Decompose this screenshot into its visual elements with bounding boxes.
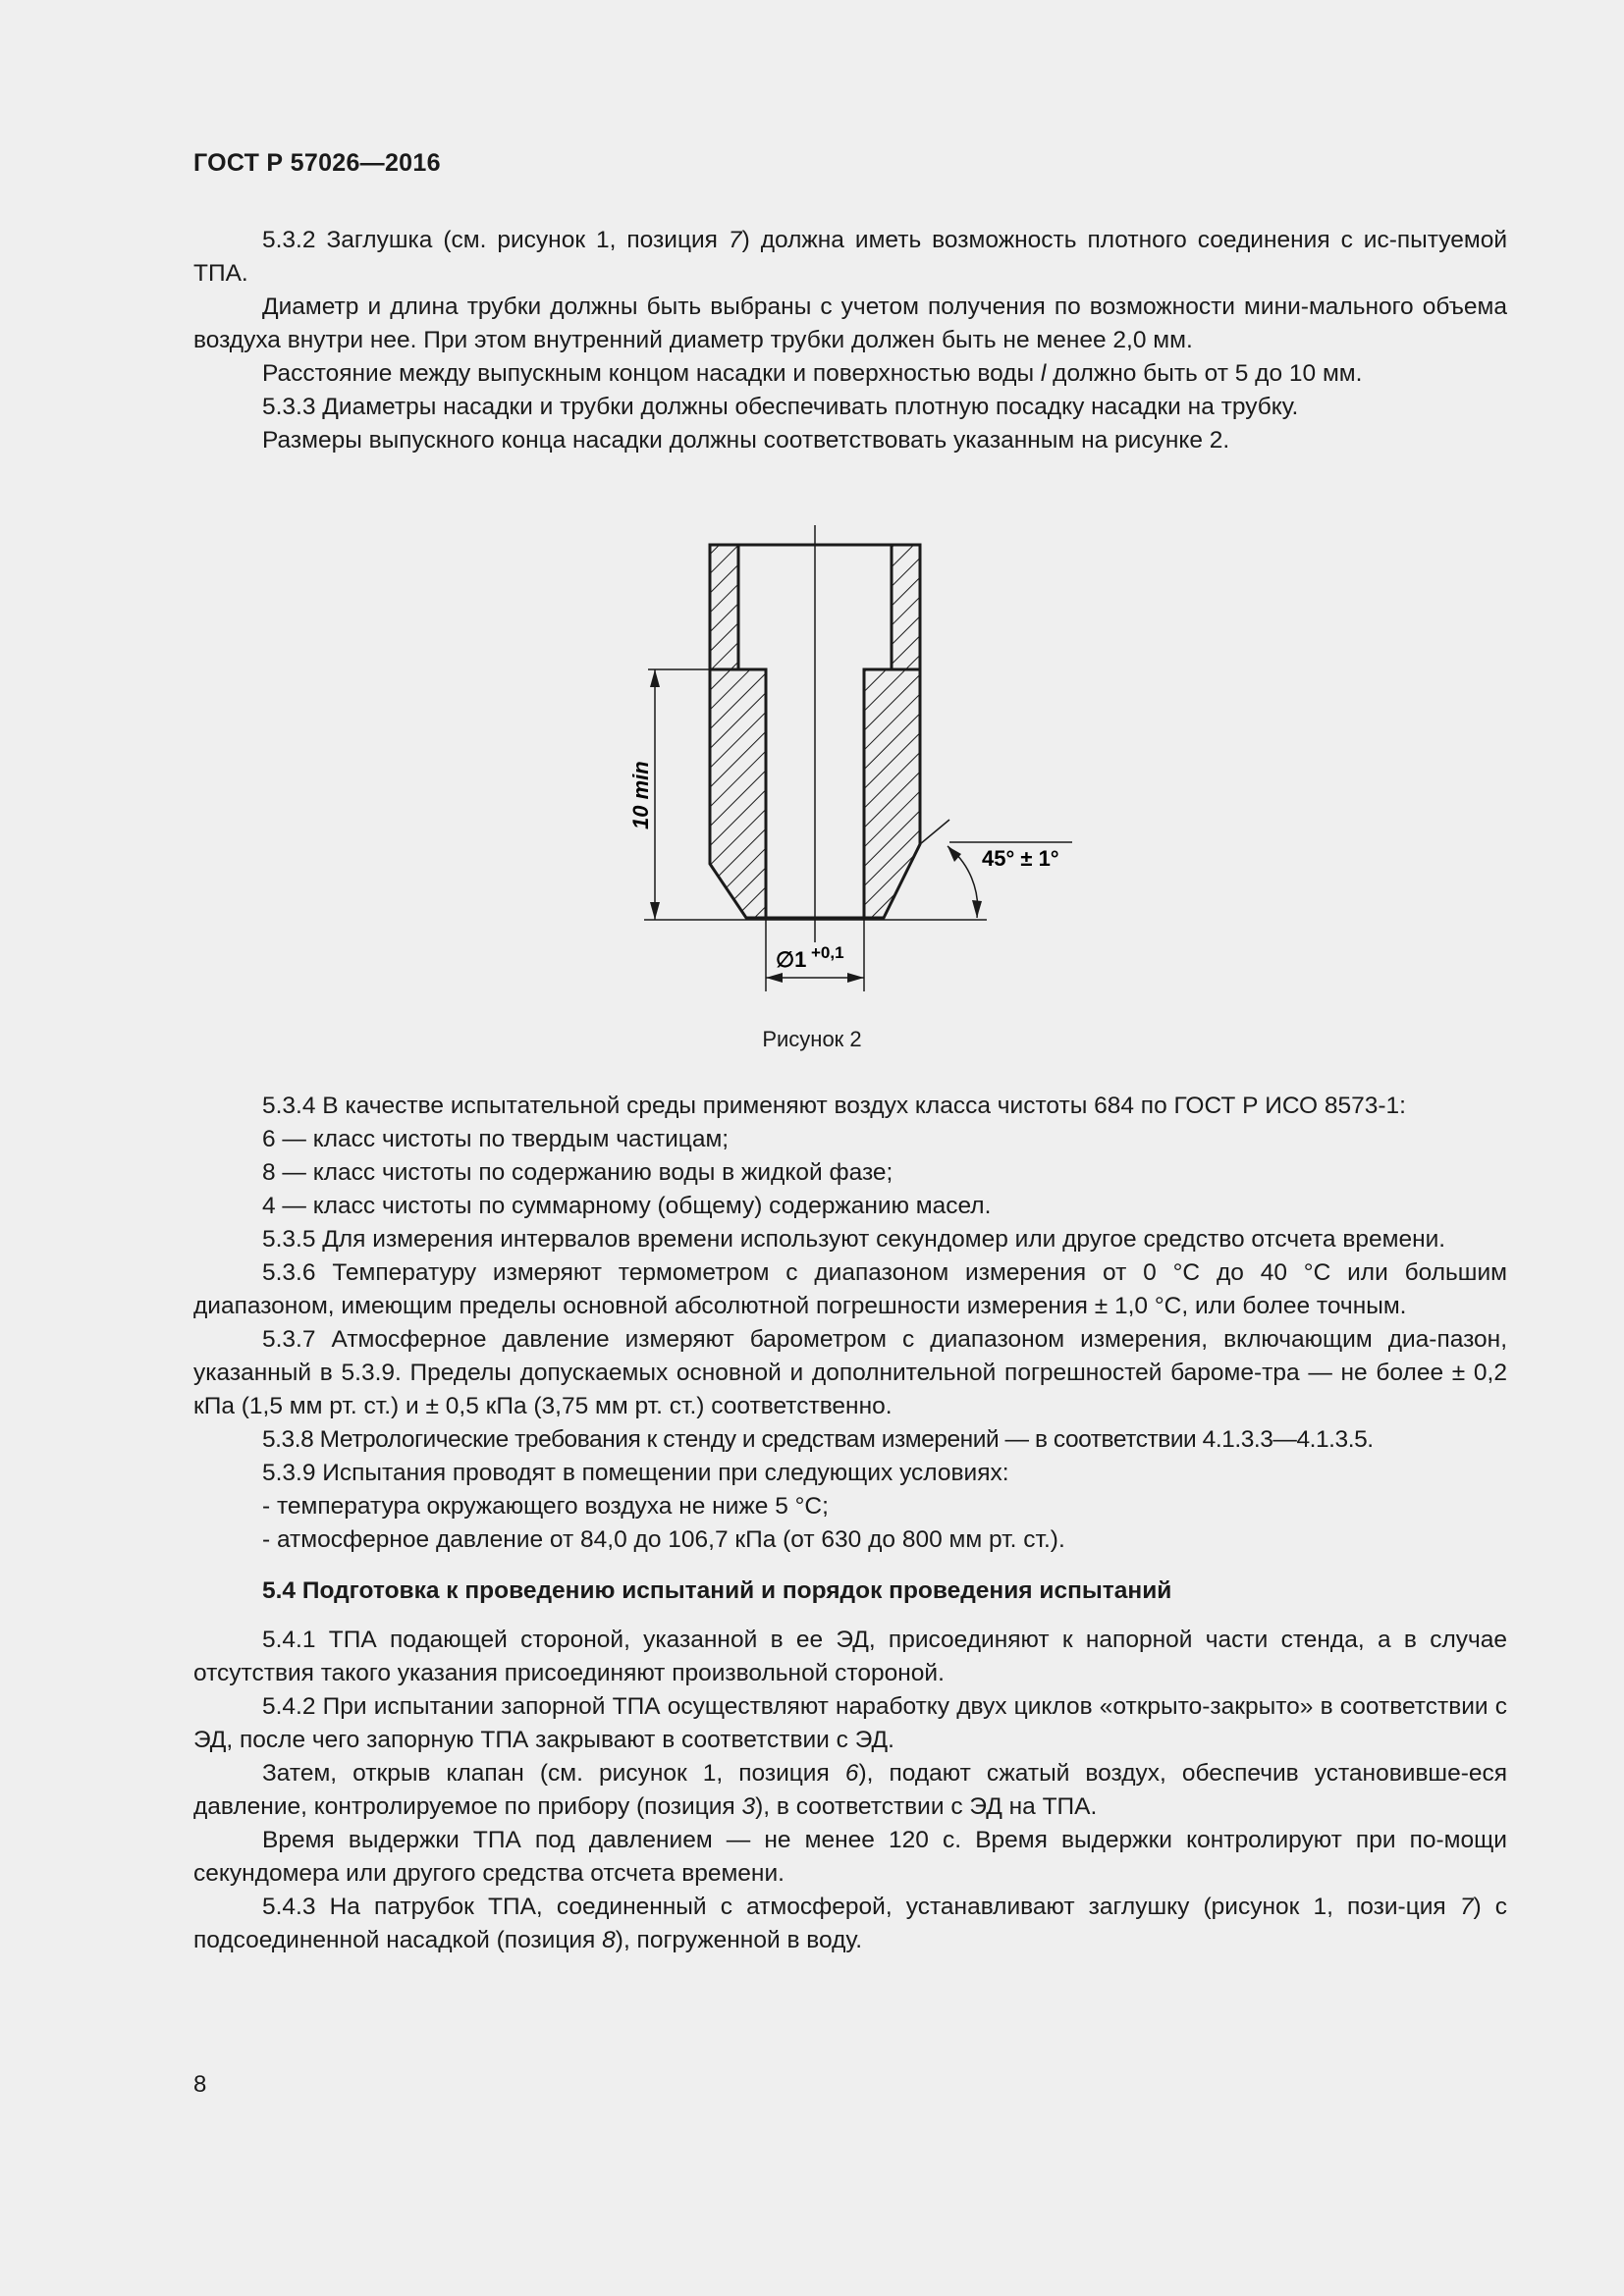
paragraph-5-3-5: 5.3.5 Для измерения интервалов времени используют секундомер или другое средство отсчета времени. xyxy=(262,1226,1446,1253)
left-upper-wall xyxy=(710,545,738,669)
paragraph-5-3-9: 5.3.9 Испытания проводят в помещении при следующих условиях: xyxy=(262,1460,1009,1486)
list-item: 8 — класс чистоты по содержанию воды в жидкой фазе; xyxy=(262,1159,893,1186)
paragraph-5-4-3: 5.4.3 На патрубок ТПА, соединенный с атмосферой, устанавливают заглушку (рисунок 1, пози-ция 7) с подсоединенной насадкой (позиция 8), погруженной в воду. xyxy=(193,1894,1507,1953)
paragraph-nozzle-size: Размеры выпускного конца насадки должны соответствовать указанным на рисунке 2. xyxy=(262,427,1230,454)
text-block-middle xyxy=(193,1090,1507,1957)
angle-dimension-label: 45° ± 1° xyxy=(982,846,1059,871)
paragraph-hold-time: Время выдержки ТПА под давлением — не менее 120 с. Время выдержки контролируют при по-мощи секундомера или другого средства отсчета времени. xyxy=(193,1827,1507,1887)
left-lower-wall xyxy=(710,669,766,918)
section-5-4-heading: 5.4 Подготовка к проведению испытаний и порядок проведения испытаний xyxy=(262,1577,1172,1604)
text-block-top xyxy=(193,224,1507,457)
diameter-dimension-label: ∅1 xyxy=(776,947,807,972)
paragraph-5-3-3: 5.3.3 Диаметры насадки и трубки должны обеспечивать плотную посадку насадки на трубку. xyxy=(262,394,1299,420)
figure-caption: Рисунок 2 xyxy=(762,1027,862,1051)
paragraph-5-3-8: 5.3.8 Метрологические требования к стенду и средствам измерений — в соответствии 4.1.3.3—4.1.3.5. xyxy=(262,1426,1374,1453)
document-header: ГОСТ Р 57026—2016 xyxy=(193,149,441,177)
paragraph-5-4-1: 5.4.1 ТПА подающей стороной, указанной в ее ЭД, присоединяют к напорной части стенда, а в случае отсутствия такого указания присоединяют произвольной стороной. xyxy=(193,1627,1507,1686)
paragraph-5-3-7: 5.3.7 Атмосферное давление измеряют барометром с диапазоном измерения, включающим диа-пазон, указанный в 5.3.9. Пределы допускаемых основной и дополнительной погрешностей бароме-тра — не более ± 0,2 кПа (1,5 мм рт. ст.) и ± 0,5 кПа (3,75 мм рт. ст.) соответственно. xyxy=(193,1326,1507,1419)
right-lower-wall xyxy=(864,669,920,918)
paragraph-then: Затем, открыв клапан (см. рисунок 1, позиция 6), подают сжатый воздух, обеспечив установивше-еся давление, контролируемое по прибору (позиция 3), в соответствии с ЭД на ТПА. xyxy=(193,1760,1507,1820)
paragraph-5-3-4: 5.3.4 В качестве испытательной среды применяют воздух класса чистоты 684 по ГОСТ Р ИСО 8573-1: xyxy=(262,1093,1406,1119)
length-dimension-label: 10 min xyxy=(628,761,653,829)
list-item: 4 — класс чистоты по суммарному (общему) содержанию масел. xyxy=(262,1193,992,1219)
condition-pressure: - атмосферное давление от 84,0 до 106,7 кПа (от 630 до 800 мм рт. ст.). xyxy=(262,1526,1065,1553)
paragraph-tube-diameter: Диаметр и длина трубки должны быть выбраны с учетом получения по возможности мини-мального объема воздуха внутри нее. При этом внутренний диаметр трубки должен быть не менее 2,0 мм. xyxy=(193,294,1507,353)
paragraph-5-3-6: 5.3.6 Температуру измеряют термометром с диапазоном измерения от 0 °С до 40 °С или большим диапазоном, имеющим пределы основной абсолютной погрешности измерения ± 1,0 °С, или более точным. xyxy=(193,1259,1507,1319)
angle-arc xyxy=(947,846,978,918)
paragraph-5-3-2: 5.3.2 Заглушка (см. рисунок 1, позиция 7) должна иметь возможность плотного соединения с ис-пытуемой ТПА. xyxy=(193,227,1508,287)
figure-2-nozzle-drawing xyxy=(609,510,1100,1001)
paragraph-distance: Расстояние между выпускным концом насадки и поверхностью воды l должно быть от 5 до 10 мм. xyxy=(262,360,1363,387)
condition-temperature: - температура окружающего воздуха не ниже 5 °С; xyxy=(262,1493,829,1520)
page-number: 8 xyxy=(193,2071,207,2098)
paragraph-5-4-2: 5.4.2 При испытании запорной ТПА осуществляют наработку двух циклов «открыто-закрыто» в соответствии с ЭД, после чего запорную ТПА закрывают в соответствии с ЭД. xyxy=(193,1693,1507,1753)
diameter-tolerance-label: +0,1 xyxy=(811,943,844,962)
right-upper-wall xyxy=(892,545,920,669)
list-item: 6 — класс чистоты по твердым частицам; xyxy=(262,1126,730,1152)
